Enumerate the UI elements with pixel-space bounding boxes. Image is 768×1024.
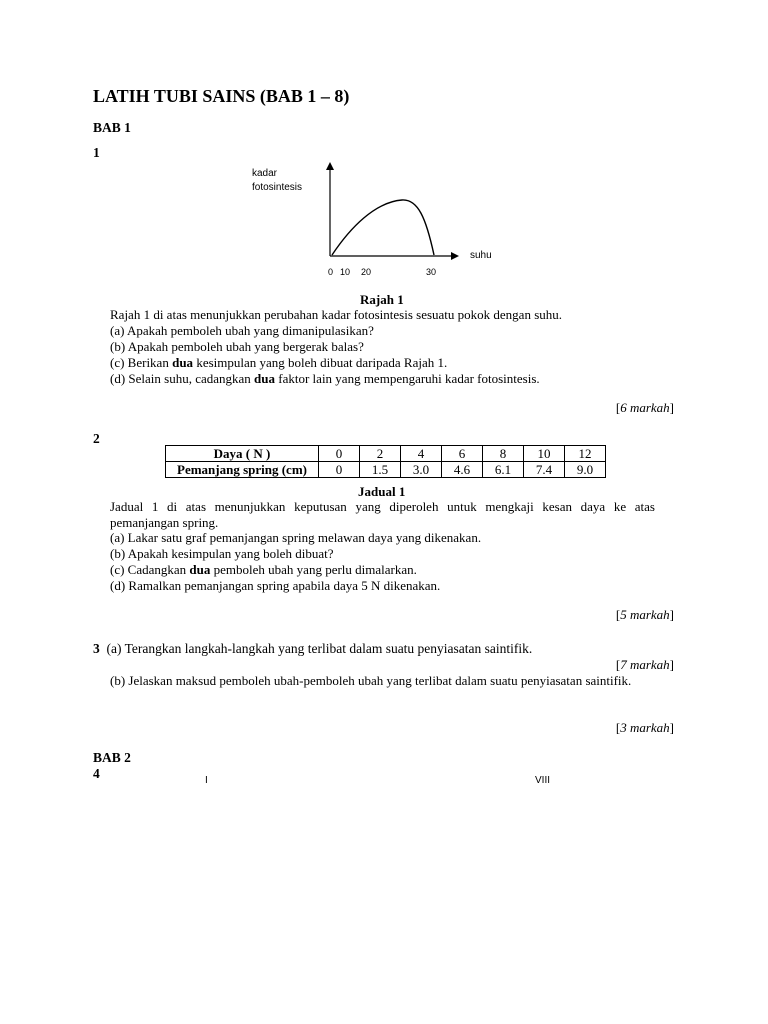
q2-part-c-rest: pemboleh ubah yang perlu dimalarkan.: [210, 562, 417, 577]
q2-part-c-bold: dua: [189, 562, 211, 577]
q1-part-a: (a) Apakah pemboleh ubah yang dimanipulasikan?: [110, 323, 374, 338]
q3b-marks-text: 3 markah: [620, 720, 670, 735]
force-extension-table: [165, 445, 606, 478]
q4-label-left: I: [205, 775, 208, 786]
table-cell: 1.5: [360, 462, 401, 478]
q1-marks: [616, 400, 674, 416]
q1-part-d-bold: dua: [254, 371, 276, 386]
graph-canvas: [250, 160, 510, 285]
q2-marks-text: 5 markah: [620, 607, 670, 622]
figure-caption-rajah1: Rajah 1: [360, 292, 404, 307]
x-tick-10: 10: [340, 267, 351, 277]
q2-part-d: (d) Ramalkan pemanjangan spring apabila daya 5 N dikenakan.: [110, 578, 441, 593]
table-cell: 0: [319, 446, 360, 462]
q2-marks-open: [: [615, 607, 621, 622]
rate-curve: [332, 200, 434, 255]
q1-marks-open: [: [615, 400, 621, 415]
table-cell: 4: [401, 446, 442, 462]
table-cell: 6.1: [483, 462, 524, 478]
table-cell: 10: [524, 446, 565, 462]
q2-part-c: [110, 562, 417, 578]
table-cell: 0: [319, 462, 360, 478]
y-axis-label-fotosintesis: fotosintesis: [252, 182, 303, 193]
q1-marks-close: ]: [669, 400, 674, 415]
q3-part-a-line: [93, 641, 532, 657]
table-cell: 3.0: [401, 462, 442, 478]
y-axis-arrow: [326, 162, 334, 170]
q3a-marks-open: [: [615, 657, 621, 672]
q3-part-b: (b) Jelaskan maksud pemboleh ubah-pemboleh ubah yang terlibat dalam suatu penyiasatan saintifik.: [110, 673, 632, 688]
x-tick-20: 20: [361, 267, 372, 277]
q1-marks-text: 6 markah: [620, 400, 670, 415]
q1-intro: Rajah 1 di atas menunjukkan perubahan kadar fotosintesis sesuatu pokok dengan suhu.: [110, 307, 563, 322]
question-number-3: 3: [93, 641, 100, 656]
chapter-heading-bab2: BAB 2: [93, 750, 131, 765]
x-tick-0: 0: [328, 267, 334, 277]
question-number-2: 2: [93, 431, 100, 446]
q1-part-d-text: (d) Selain suhu, cadangkan: [110, 371, 255, 386]
q3b-marks-open: [: [615, 720, 621, 735]
table-cell: 4.6: [442, 462, 483, 478]
table-header-pemanjang: Pemanjang spring (cm): [166, 462, 319, 478]
q1-part-c-bold: dua: [172, 355, 194, 370]
table-header-daya: Daya ( N ): [166, 446, 319, 462]
q1-part-d: [110, 371, 540, 387]
table-cell: 9.0: [565, 462, 606, 478]
q1-part-c: [110, 355, 447, 371]
q2-part-b: (b) Apakah kesimpulan yang boleh dibuat?: [110, 546, 334, 561]
q1-part-c-rest: kesimpulan yang boleh dibuat daripada Rajah 1.: [193, 355, 448, 370]
data-table-jadual1: [165, 445, 606, 478]
table-row: [166, 446, 606, 462]
table-row: [166, 462, 606, 478]
q1-part-d-rest: faktor lain yang mempengaruhi kadar fotosintesis.: [275, 371, 540, 386]
q2-part-a: (a) Lakar satu graf pemanjangan spring melawan daya yang dikenakan.: [110, 530, 482, 545]
x-axis-label: suhu: [470, 250, 492, 261]
page-title: LATIH TUBI SAINS (BAB 1 – 8): [93, 86, 350, 106]
q2-part-c-text: (c) Cadangkan: [110, 562, 190, 577]
table-caption-jadual1: Jadual 1: [358, 484, 406, 499]
q1-part-c-text: (c) Berikan: [110, 355, 173, 370]
chapter-heading-bab1: BAB 1: [93, 120, 131, 135]
q3a-marks-close: ]: [669, 657, 674, 672]
question-number-4: 4: [93, 766, 100, 781]
table-cell: 12: [565, 446, 606, 462]
q1-part-b: (b) Apakah pemboleh ubah yang bergerak balas?: [110, 339, 364, 354]
table-cell: 8: [483, 446, 524, 462]
table-cell: 6: [442, 446, 483, 462]
x-tick-30: 30: [426, 267, 437, 277]
table-cell: 2: [360, 446, 401, 462]
photosynthesis-graph: [250, 160, 510, 285]
q3a-marks-text: 7 markah: [620, 657, 670, 672]
q2-intro: Jadual 1 di atas menunjukkan keputusan yang diperoleh untuk mengkaji kesan daya ke atas pemanjangan spring.: [110, 499, 655, 530]
question-number-1: 1: [93, 145, 100, 160]
q3-part-a: (a) Terangkan langkah-langkah yang terlibat dalam suatu penyiasatan saintifik.: [106, 641, 533, 656]
y-axis-label-kadar: kadar: [252, 168, 278, 179]
q3a-marks: [616, 657, 674, 673]
table-cell: 7.4: [524, 462, 565, 478]
q4-label-right: VIII: [535, 775, 551, 786]
q2-marks: [616, 607, 674, 623]
q3b-marks: [616, 720, 674, 736]
q3b-marks-close: ]: [669, 720, 674, 735]
q2-marks-close: ]: [669, 607, 674, 622]
x-axis-arrow: [451, 252, 459, 260]
